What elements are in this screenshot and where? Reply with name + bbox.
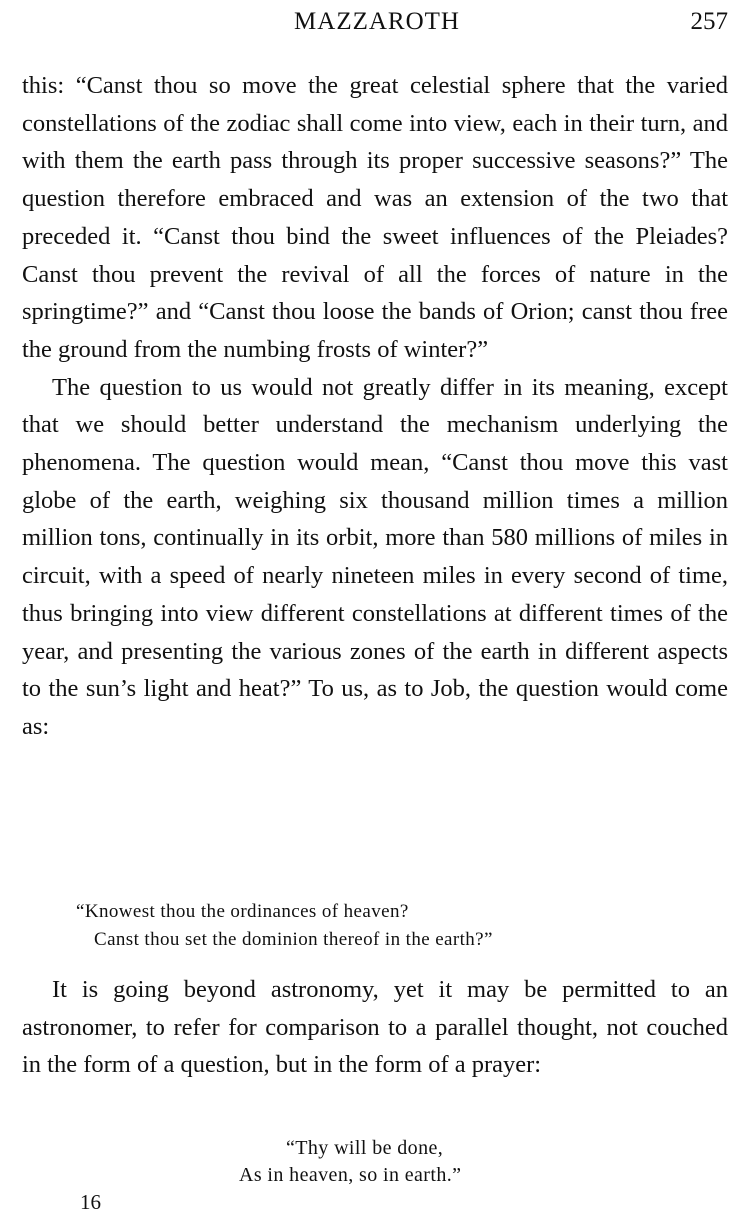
- paragraph-3: It is going beyond astronomy, yet it may be permitted to an astronomer, to refer for comparison to a parallel thought, not couched in the form of a question, but in the form of a prayer:: [22, 976, 728, 1079]
- prayer-quote-line-1: “Thy will be done,: [286, 1137, 444, 1159]
- page-number: 257: [690, 8, 728, 35]
- scripture-quote-line-2: Canst thou set the dominion thereof in the earth?”: [94, 929, 493, 950]
- main-text: [22, 67, 728, 746]
- scripture-quote-line-1: “Knowest thou the ordinances of heaven?: [76, 901, 409, 922]
- paragraph-2: The question to us would not greatly differ in its meaning, except that we should better understand the mechanism underlying the phenomena. The question would mean, “Canst thou move this vast globe of the earth, weighing six thousand million times a million million tons, continually in its orbit, more than 580 millions of miles in circuit, with a speed of nearly nineteen miles in every second of time, thus bringing into view different constellations at different times of the year, and presenting the various zones of the earth in different aspects to the sun’s light and heat?” To us, as to Job, the question would come as:: [22, 373, 728, 740]
- paragraph-1: this: “Canst thou so move the great celestial sphere that the varied constellations of the zodiac shall come into view, each in their turn, and with them the earth pass through its proper successive seasons?” The question therefore embraced and was an extension of the two that preceded it. “Canst thou bind the sweet influences of the Pleiades? Canst thou prevent the revival of all the forces of nature in the springtime?” and “Canst thou loose the bands of Orion; canst thou free the ground from the numbing frosts of winter?”: [22, 72, 728, 363]
- prayer-quote-line-2: As in heaven, so in earth.”: [239, 1164, 462, 1186]
- running-title: MAZZAROTH: [294, 8, 460, 35]
- main-text-continued: [22, 971, 728, 1084]
- signature-mark: 16: [80, 1190, 101, 1214]
